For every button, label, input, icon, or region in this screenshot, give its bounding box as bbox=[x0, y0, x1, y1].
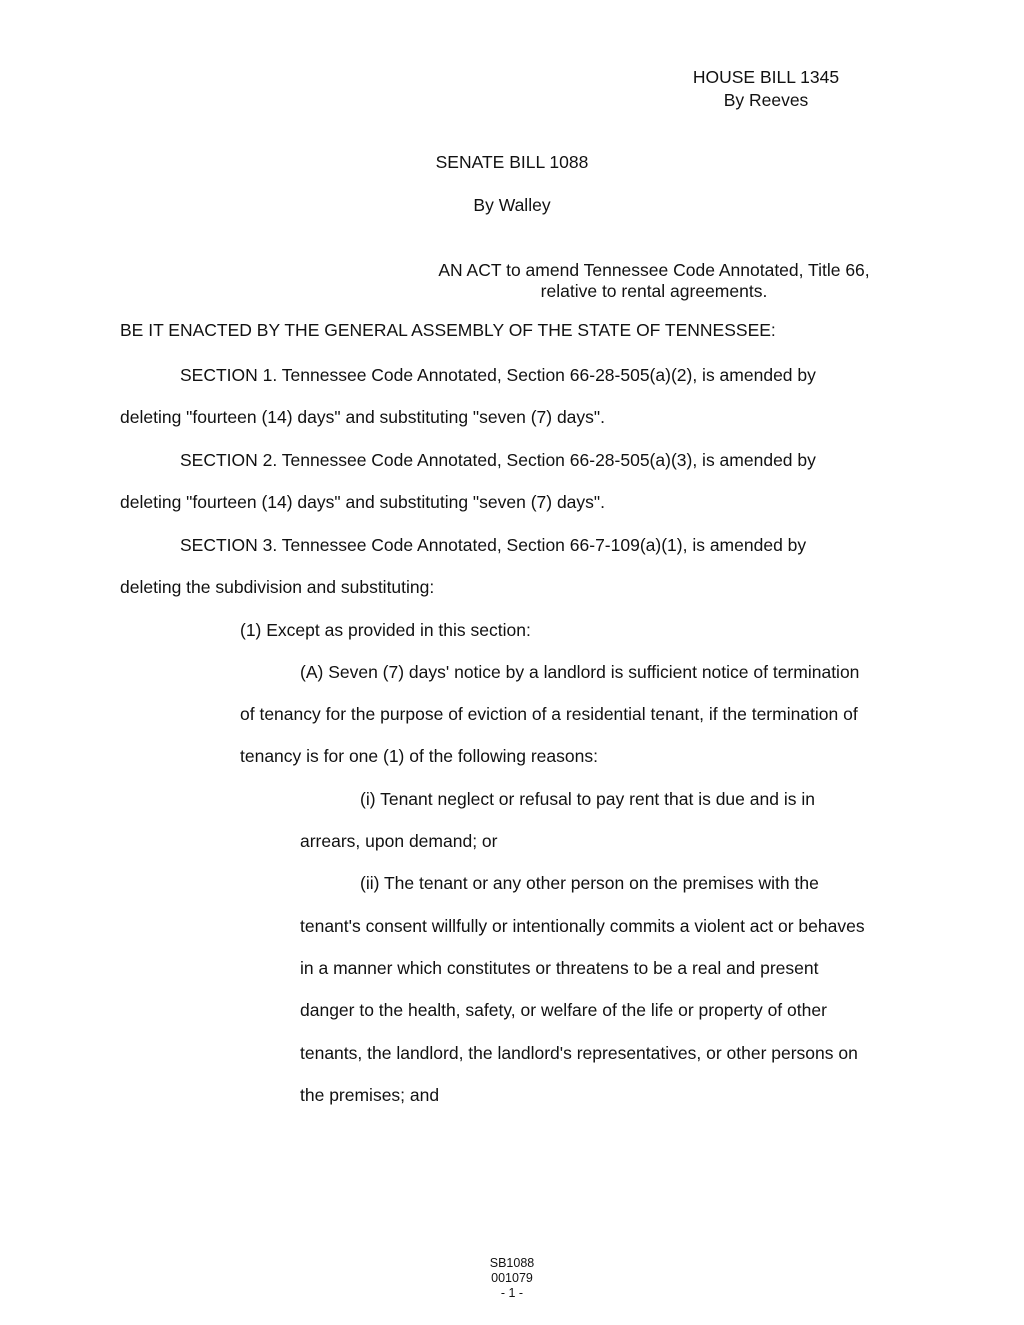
body-line: (A) Seven (7) days' notice by a landlord is sufficient notice of termination bbox=[300, 662, 860, 682]
act-title-line-1: AN ACT to amend Tennessee Code Annotated, Title 66, bbox=[438, 260, 870, 280]
body-line: SECTION 3. Tennessee Code Annotated, Section 66-7-109(a)(1), is amended by bbox=[180, 535, 807, 555]
senate-bill-number: SENATE BILL 1088 bbox=[435, 152, 589, 172]
body-line: (ii) The tenant or any other person on the premises with the bbox=[360, 873, 819, 893]
body-line: danger to the health, safety, or welfare of the life or property of other bbox=[300, 1000, 827, 1020]
body-line: tenancy is for one (1) of the following reasons: bbox=[240, 746, 598, 766]
body-line: deleting "fourteen (14) days" and substituting "seven (7) days". bbox=[120, 407, 605, 427]
body-line: (i) Tenant neglect or refusal to pay rent that is due and is in bbox=[360, 789, 815, 809]
body-line: arrears, upon demand; or bbox=[300, 831, 498, 851]
house-bill-sponsor: By Reeves bbox=[723, 90, 809, 110]
body-line: tenant's consent willfully or intentionally commits a violent act or behaves bbox=[300, 916, 865, 936]
body-line: the premises; and bbox=[300, 1085, 440, 1105]
footer-bill-code: SB1088 bbox=[489, 1256, 535, 1270]
act-title-line-2: relative to rental agreements. bbox=[540, 281, 768, 301]
body-line: SECTION 1. Tennessee Code Annotated, Section 66-28-505(a)(2), is amended by bbox=[180, 365, 816, 385]
senate-bill-sponsor: By Walley bbox=[473, 195, 551, 215]
body-line: SECTION 2. Tennessee Code Annotated, Section 66-28-505(a)(3), is amended by bbox=[180, 450, 816, 470]
body-line: deleting the subdivision and substituting: bbox=[120, 577, 435, 597]
footer-doc-number: 001079 bbox=[491, 1271, 533, 1285]
body-line: deleting "fourteen (14) days" and substituting "seven (7) days". bbox=[120, 492, 605, 512]
body-line: of tenancy for the purpose of eviction of a residential tenant, if the termination of bbox=[240, 704, 858, 724]
enacting-clause: BE IT ENACTED BY THE GENERAL ASSEMBLY OF THE STATE OF TENNESSEE: bbox=[120, 320, 776, 340]
body-line: in a manner which constitutes or threatens to be a real and present bbox=[300, 958, 819, 978]
body-line: (1) Except as provided in this section: bbox=[240, 620, 531, 640]
body-line: tenants, the landlord, the landlord's representatives, or other persons on bbox=[300, 1043, 858, 1063]
house-bill-number: HOUSE BILL 1345 bbox=[692, 67, 840, 87]
footer-page-number: - 1 - bbox=[500, 1286, 524, 1300]
